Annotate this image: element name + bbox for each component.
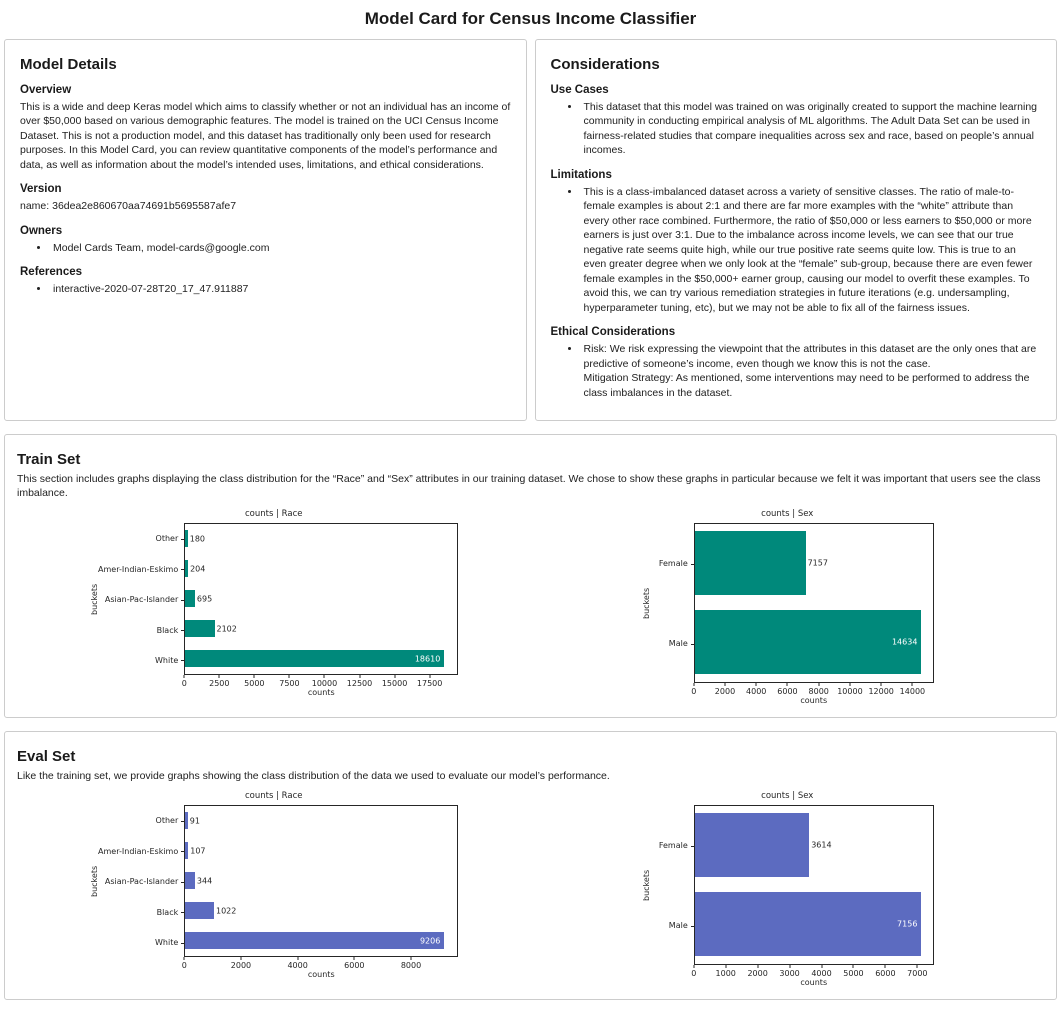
eval-set-description: Like the training set, we provide graphs showing the class distribution of the data we used to evaluate our model’s performance.	[17, 769, 610, 782]
y-axis-label: buckets	[641, 869, 651, 901]
x-tick-label: 10000	[311, 678, 338, 688]
y-tick-label: White	[100, 927, 184, 957]
x-axis-label: counts	[307, 687, 335, 697]
ethical-list	[551, 342, 1042, 400]
x-tick-label: 5000	[244, 678, 265, 688]
x-tick-mark	[354, 957, 355, 960]
references-heading: References	[20, 266, 83, 279]
top-cards-row	[4, 39, 1057, 421]
plot-area	[184, 805, 458, 957]
x-tick-mark	[429, 675, 430, 678]
owners-list	[20, 241, 511, 255]
x-tick-mark	[789, 965, 790, 968]
y-axis-label: buckets	[90, 865, 100, 897]
bar-value-label: 1022	[216, 906, 237, 916]
bar-value-label: 204	[190, 564, 206, 574]
bar-band	[695, 603, 933, 682]
bar-band	[185, 806, 457, 836]
x-tick-label: 8000	[808, 686, 829, 696]
x-tick-label: 6000	[777, 686, 798, 696]
bar	[185, 590, 195, 607]
y-tick-label: White	[100, 645, 184, 675]
x-tick-mark	[184, 957, 185, 960]
bar-value-label: 7156	[897, 919, 918, 929]
train-sex-bar-chart	[641, 509, 934, 705]
y-tick-label: Asian-Pac-Islander	[100, 584, 184, 614]
x-tick-mark	[756, 683, 757, 686]
bar-value-label: 695	[196, 594, 213, 604]
x-tick-mark	[184, 675, 185, 678]
bar-band	[185, 866, 457, 896]
bar	[185, 620, 214, 637]
eval-set-card	[4, 731, 1057, 1000]
x-tick-mark	[818, 683, 819, 686]
considerations-card	[535, 39, 1058, 421]
x-tick-label: 14000	[899, 686, 926, 696]
references-list	[20, 282, 511, 296]
x-tick-label: 0	[181, 678, 187, 688]
x-tick-label: 4000	[746, 686, 767, 696]
y-tick-label: Female	[652, 806, 694, 886]
considerations-title: Considerations	[550, 56, 660, 73]
bar-value-label: 18610	[414, 654, 441, 664]
bar-band	[185, 836, 457, 866]
bar-band	[185, 644, 457, 674]
ethical-item	[581, 342, 1042, 400]
x-tick-mark	[297, 957, 298, 960]
bar	[185, 872, 195, 889]
x-tick-label: 10000	[837, 686, 863, 696]
bar-value-label: 107	[190, 846, 206, 856]
chart-title: counts | Sex	[761, 508, 814, 519]
x-tick-mark	[757, 965, 758, 968]
y-axis-label: buckets	[90, 583, 100, 615]
y-tick-label: Other	[100, 524, 184, 554]
bar-value-label: 7157	[807, 558, 828, 568]
version-heading: Version	[20, 183, 62, 196]
bar	[695, 531, 806, 595]
bar	[185, 560, 188, 577]
bar-band	[185, 554, 457, 584]
x-tick-label: 2500	[209, 678, 230, 688]
x-tick-mark	[693, 965, 694, 968]
bar-value-label: 14634	[891, 637, 918, 647]
bar	[695, 610, 922, 674]
x-tick-label: 3000	[779, 968, 800, 978]
bar	[695, 813, 809, 877]
y-tick-labels	[652, 806, 694, 966]
plot-area-wrap	[181, 523, 458, 697]
x-tick-label: 7500	[279, 678, 300, 688]
x-tick-label: 0	[181, 960, 187, 970]
x-tick-mark	[725, 965, 726, 968]
bar	[185, 530, 188, 547]
y-tick-labels	[100, 524, 184, 676]
bar	[695, 892, 922, 956]
plot-area-wrap	[691, 523, 934, 705]
x-tick-label: 7000	[907, 968, 928, 978]
ethical-considerations-heading: Ethical Considerations	[550, 326, 676, 339]
x-tick-label: 4000	[811, 968, 832, 978]
x-tick-mark	[885, 965, 886, 968]
bar-band	[185, 524, 457, 554]
bar	[185, 812, 188, 829]
x-tick-mark	[324, 675, 325, 678]
x-tick-mark	[219, 675, 220, 678]
y-tick-labels	[100, 806, 184, 958]
bar	[185, 842, 188, 859]
x-tick-mark	[917, 965, 918, 968]
x-tick-mark	[394, 675, 395, 678]
y-tick-label: Female	[652, 524, 694, 604]
x-tick-mark	[359, 675, 360, 678]
chart-title: counts | Sex	[761, 790, 814, 801]
train-charts-row	[17, 509, 1044, 705]
x-tick-label: 0	[691, 968, 697, 978]
x-tick-mark	[693, 683, 694, 686]
x-tick-label: 12500	[346, 678, 373, 688]
x-tick-label: 4000	[287, 960, 308, 970]
x-axis-label: counts	[307, 969, 335, 979]
bar-value-label: 9206	[419, 936, 441, 946]
x-tick-mark	[821, 965, 822, 968]
x-tick-mark	[724, 683, 725, 686]
bar-band	[695, 885, 933, 964]
y-tick-label: Amer-Indian-Eskimo	[100, 836, 184, 866]
use-cases-heading: Use Cases	[550, 84, 609, 96]
y-tick-label: Male	[652, 604, 694, 684]
ethical-risk-text: • Risk: We risk expressing the viewpoint that the attributes in this dataset are the only ones that are predictive of someone’s income, even though we know this is not the case.	[583, 343, 1037, 370]
bar	[185, 902, 214, 919]
bar-band	[185, 614, 457, 644]
y-axis-label: buckets	[641, 587, 651, 619]
y-tick-labels	[652, 524, 694, 684]
chart-body	[89, 523, 458, 697]
bar-band	[695, 524, 933, 603]
x-axis-label: counts	[800, 695, 828, 705]
ethical-mitigation-text: Mitigation Strategy: As mentioned, some interventions may need to be performed to address the class imbalances in the dataset.	[583, 372, 1030, 399]
x-tick-labels	[691, 683, 934, 696]
bar-band	[185, 584, 457, 614]
plot-area-wrap	[691, 805, 934, 987]
plot-area	[694, 805, 934, 965]
bar-band	[695, 806, 933, 885]
version-text: name: 36dea2e860670aa74691b5695587afe7	[20, 200, 237, 213]
x-tick-label: 2000	[230, 960, 252, 970]
x-tick-mark	[289, 675, 290, 678]
y-tick-label: Amer-Indian-Eskimo	[100, 554, 184, 584]
eval-charts-row	[17, 791, 1044, 987]
x-tick-labels	[181, 957, 458, 970]
x-tick-mark	[411, 957, 412, 960]
train-set-title: Train Set	[17, 451, 81, 469]
use-case-item: • This dataset that this model was trained on was originally created to support the machine learning community in conducting empirical analysis of ML algorithms. The Adult Data Set can be used in fairness-related studies that compare inequalities across sex and race, based on people’s annual incomes.	[581, 100, 1042, 158]
x-tick-mark	[853, 965, 854, 968]
model-details-card	[4, 39, 527, 421]
plot-area	[694, 523, 934, 683]
x-tick-label: 12000	[868, 686, 894, 696]
chart-body	[641, 805, 934, 987]
y-tick-label: Other	[100, 806, 184, 836]
model-details-title: Model Details	[20, 56, 117, 73]
x-tick-labels	[181, 675, 458, 688]
y-tick-label: Black	[100, 897, 184, 927]
bar-value-label: 344	[196, 876, 213, 886]
owners-heading: Owners	[20, 224, 63, 237]
x-axis-label: counts	[800, 977, 828, 987]
bar	[185, 650, 444, 667]
plot-area-wrap	[181, 805, 458, 979]
y-tick-label: Male	[652, 886, 694, 966]
bar-value-label: 91	[189, 816, 200, 826]
x-tick-label: 1000	[715, 968, 736, 978]
owner-item: • Model Cards Team, model-cards@google.com	[50, 241, 511, 255]
limitation-item: • This is a class-imbalanced dataset across a variety of sensitive classes. The ratio of male-to-female examples is about 2:1 and there are far more examples with the “white” attribute than every other race combined. Furthermore, the ratio of $50,000 or less earners to $50,000 or more earners is just over 3:1. Due to the imbalance across income levels, we can see that our true negative rate seems quite high, while our true positive rate seems quite low. This is true to an even greater degree when we only look at the “female” sub-group, because there are even fewer female examples in the $50,000+ earner group, causing our model to overfit these examples. To avoid this, we can try various remediation strategies in future iterations (e.g. undersampling, hyperparameter tuning, etc), but we may not be able to fix all of the fairness issues.	[581, 185, 1042, 315]
x-tick-label: 8000	[400, 960, 422, 970]
bar-value-label: 2102	[216, 624, 237, 634]
eval-race-bar-chart	[89, 791, 458, 987]
overview-heading: Overview	[20, 84, 72, 96]
train-race-bar-chart	[89, 509, 458, 705]
chart-body	[89, 805, 458, 979]
bar-value-label: 180	[189, 534, 206, 544]
limitations-list	[551, 185, 1042, 315]
train-set-description: This section includes graphs displaying the class distribution for the “Race” and “Sex” attributes in our training dataset. We chose to show these graphs in particular because we felt it was important that users see the class imbalance.	[17, 473, 1041, 500]
chart-body	[641, 523, 934, 705]
bar	[185, 932, 444, 949]
bar-band	[185, 896, 457, 926]
x-tick-label: 6000	[875, 968, 896, 978]
use-cases-list	[551, 100, 1042, 158]
x-tick-label: 2000	[747, 968, 768, 978]
x-tick-label: 6000	[344, 960, 365, 970]
x-tick-mark	[881, 683, 882, 686]
x-tick-labels	[691, 965, 934, 978]
bar-band	[185, 926, 457, 956]
x-tick-mark	[849, 683, 850, 686]
eval-set-title: Eval Set	[17, 747, 76, 765]
x-tick-label: 15000	[381, 678, 408, 688]
limitations-heading: Limitations	[550, 168, 612, 181]
y-tick-label: Asian-Pac-Islander	[100, 867, 184, 897]
plot-area	[184, 523, 458, 675]
x-tick-mark	[240, 957, 241, 960]
x-tick-label: 0	[691, 686, 697, 696]
chart-title: counts | Race	[244, 790, 303, 801]
x-tick-label: 5000	[843, 968, 864, 978]
x-tick-mark	[254, 675, 255, 678]
page-title: Model Card for Census Income Classifier	[364, 9, 697, 28]
x-tick-mark	[787, 683, 788, 686]
eval-sex-bar-chart	[641, 791, 934, 987]
chart-title: counts | Race	[244, 508, 303, 519]
x-tick-label: 2000	[714, 686, 736, 696]
x-tick-mark	[912, 683, 913, 686]
reference-item: • interactive-2020-07-28T20_17_47.911887	[50, 282, 511, 296]
overview-text: This is a wide and deep Keras model which aims to classify whether or not an individual has an income of over $50,000 based on various demographic features. The model is trained on the UCI Census Income Dataset. This is not a production model, and this dataset has traditionally only been used for research purposes. In this Model Card, you can review quantitative components of the model’s performance and data, as well as information about the model’s intended uses, limitations, and ethical considerations.	[20, 101, 511, 171]
train-set-card	[4, 434, 1057, 717]
bar-value-label: 3614	[811, 840, 832, 850]
y-tick-label: Black	[100, 615, 184, 645]
x-tick-label: 17500	[416, 678, 443, 688]
